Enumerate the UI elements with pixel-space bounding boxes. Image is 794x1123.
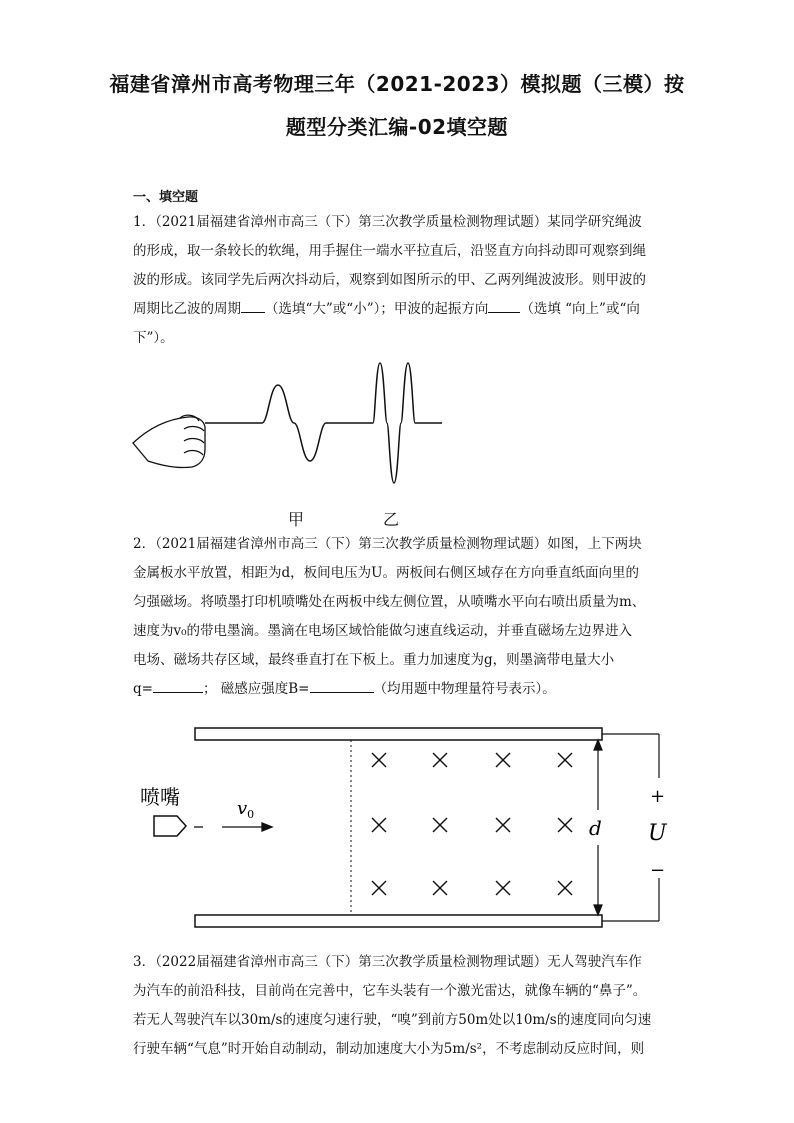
- nozzle-shape: [154, 816, 186, 836]
- cross-mark: [372, 818, 386, 832]
- label-minus: −: [650, 860, 666, 881]
- rope-wave-jia: [205, 385, 326, 461]
- doc-title-line2: 题型分类汇编-02填空题: [285, 115, 509, 139]
- q1-line5: 下”）。: [133, 330, 174, 346]
- plates-figure: [0, 720, 794, 940]
- q2-line1: 2．（2021届福建省漳州市高三（下）第三次教学质量检测物理试题）如图，上下两块: [133, 536, 642, 552]
- q2-line6: q= ； 磁感应强度B= （均用题中物理量符号表示）。: [133, 675, 661, 704]
- cross-mark: [558, 753, 572, 767]
- label-d: d: [589, 816, 602, 840]
- hand-drawing: [133, 415, 205, 467]
- q3-line3: 若无人驾驶汽车以30m/s的速度匀速行驶，“嗅”到前方50m处以10m/s的速度同向匀速: [133, 1012, 652, 1028]
- q1-line4: 周期比乙波的周期 （选填“大”或“小”）；甲波的起振方向 （选填 “向上”或“向: [133, 295, 661, 324]
- magnetic-field-crosses: [372, 753, 572, 895]
- q1-line2: 的形成，取一条较长的软绳，用手握住一端水平拉直后，沿竖直方向抖动即可观察到绳: [133, 243, 646, 259]
- cross-mark: [433, 753, 447, 767]
- question-3: [133, 948, 661, 1064]
- q3-line4: 行驶车辆“气息”时开始自动制动，制动加速度大小为5m/s²，不考虑制动反应时间，则: [133, 1041, 645, 1057]
- q2-blank-charge[interactable]: [153, 678, 203, 693]
- cross-mark: [372, 881, 386, 895]
- q1-blank-period[interactable]: [241, 298, 265, 313]
- cross-mark: [372, 753, 386, 767]
- cross-mark: [496, 818, 510, 832]
- rope-wave-figure: [0, 355, 794, 515]
- cross-mark: [558, 818, 572, 832]
- q3-line2: 为汽车的前沿科技，目前尚在完善中，它车头装有一个激光雷达，就像车辆的“鼻子”。: [133, 983, 647, 999]
- q3-line1: 3．（2022届福建省漳州市高三（下）第三次教学质量检测物理试题）无人驾驶汽车作: [133, 954, 642, 970]
- q1-line1: 1．（2021届福建省漳州市高三（下）第三次教学质量检测物理试题）某同学研究绳波: [133, 214, 642, 230]
- q1-blank-direction[interactable]: [488, 298, 520, 313]
- lower-plate: [195, 915, 602, 927]
- cross-mark: [496, 881, 510, 895]
- q2-line2: 金属板水平放置，相距为d，板间电压为U。两板间右侧区域存在方向垂直纸面向里的: [133, 565, 640, 581]
- label-U: U: [648, 821, 667, 846]
- doc-title-line1: 福建省漳州市高考物理三年（2021-2023）模拟题（三模）按: [109, 72, 685, 96]
- rope-wave-yi: [326, 363, 442, 483]
- q1-line3: 波的形成。该同学先后两次抖动后，观察到如图所示的甲、乙两列绳波波形。则甲波的: [133, 272, 646, 288]
- upper-plate: [195, 728, 602, 740]
- q2-line3: 匀强磁场。将喷墨打印机喷嘴处在两板中线左侧位置，从喷嘴水平向右喷出质量为m、: [133, 594, 646, 610]
- cross-mark: [433, 818, 447, 832]
- cross-mark: [496, 753, 510, 767]
- section-heading: 一、填空题: [133, 190, 199, 205]
- question-2: [133, 530, 661, 704]
- cross-mark: [433, 881, 447, 895]
- velocity-arrow: [222, 823, 272, 831]
- label-v: $v_0$: [237, 798, 255, 821]
- label-plus: +: [650, 786, 666, 807]
- label-yi: 乙: [383, 510, 400, 529]
- q2-line5: 电场、磁场共存区域，最终垂直打在下板上。重力加速度为g，则墨滴带电量大小: [133, 652, 615, 668]
- label-jia: 甲: [288, 510, 305, 529]
- label-nozzle: 喷嘴: [140, 785, 180, 809]
- cross-mark: [558, 881, 572, 895]
- question-1: [133, 208, 661, 353]
- q2-line4: 速度为v₀的带电墨滴。墨滴在电场区域恰能做匀速直线运动，并垂直磁场左边界进入: [133, 623, 633, 639]
- q2-blank-field[interactable]: [310, 678, 374, 693]
